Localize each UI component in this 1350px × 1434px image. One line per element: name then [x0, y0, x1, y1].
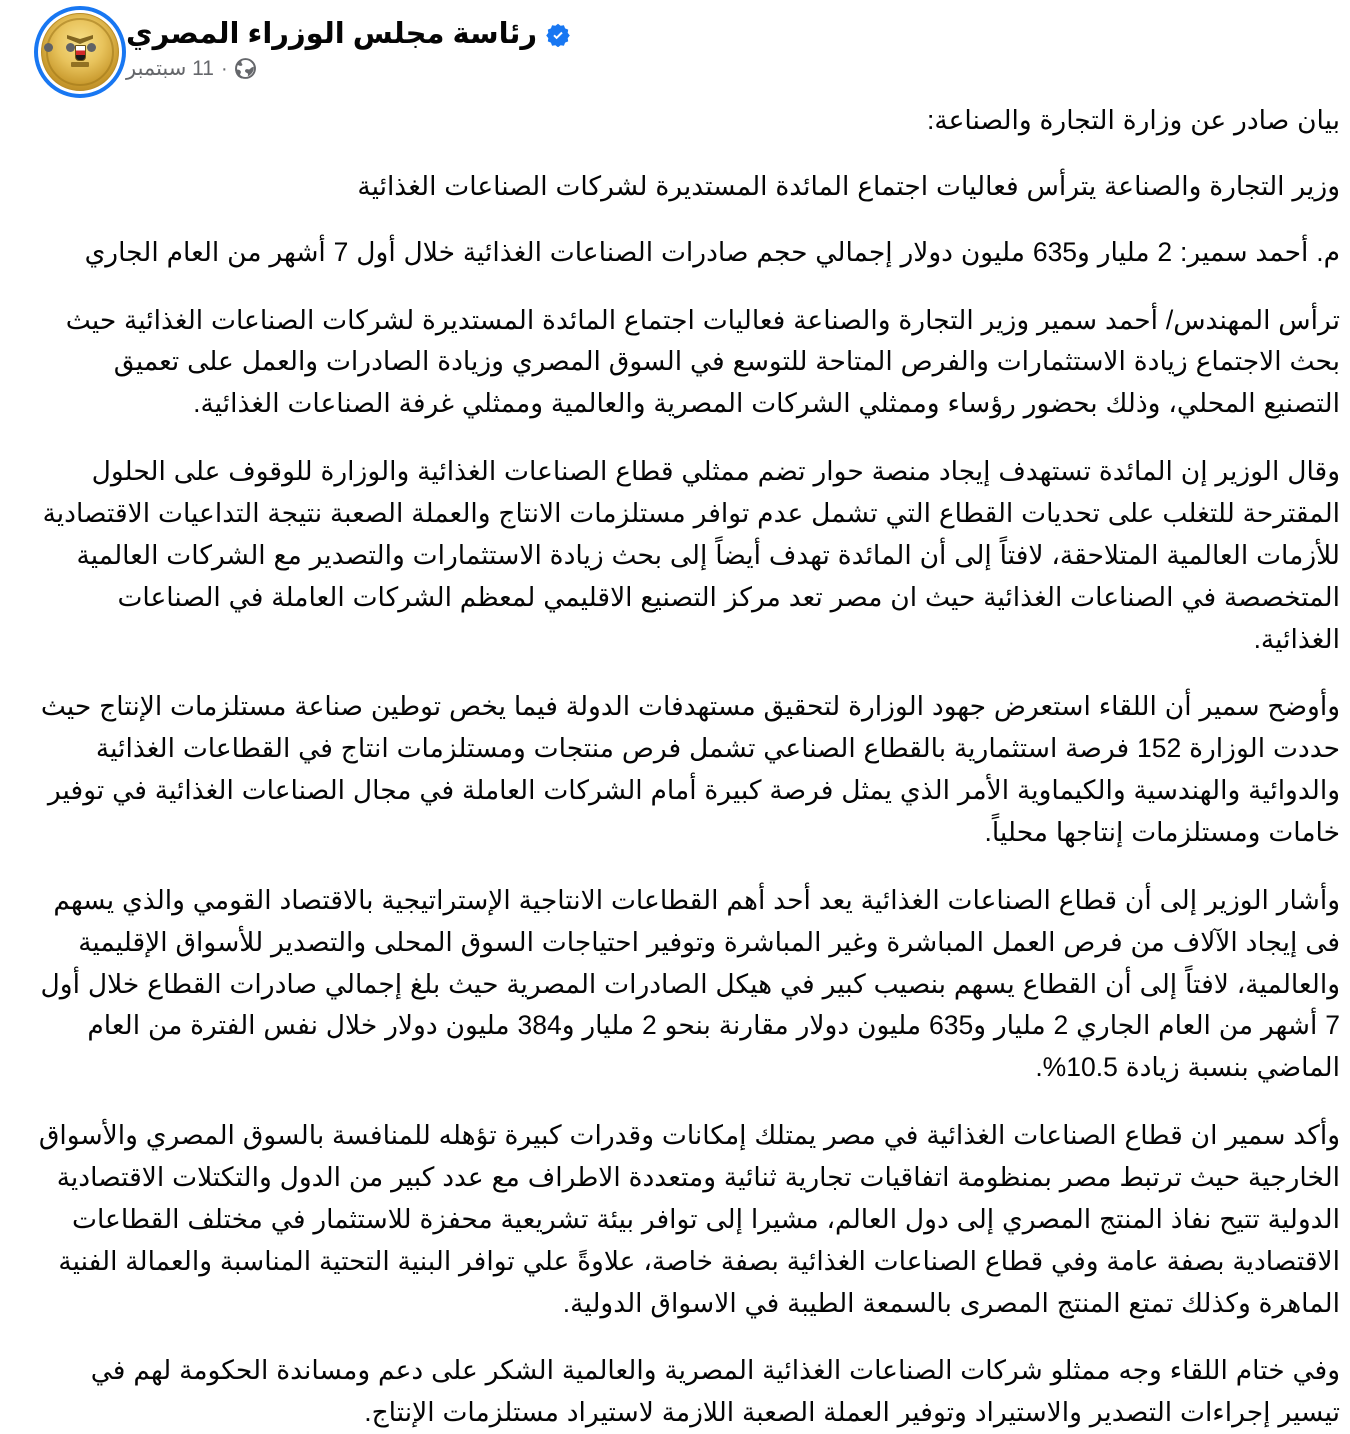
post-paragraph-meeting-chair: ترأس المهندس/ أحمد سمير وزير التجارة والصناعة فعاليات اجتماع المائدة المستديرة لشركات الصناعات الغذائية حيث بحث الاجتماع زيادة الاستثمارات والفرص المتاحة للتوسع في السوق المصري وزيادة الصادرات والعمل على تعميق التصنيع المحلي، وذلك بحضور رؤساء وممثلي الشركات المصرية والعالمية وممثلي غرفة الصناعات الغذائية.	[65, 304, 1340, 419]
ellipsis-icon-dot	[66, 43, 75, 52]
ellipsis-icon-dot	[44, 43, 53, 52]
page-name-row	[126, 18, 1342, 51]
post-paragraph-statement-source: بيان صادر عن وزارة التجارة والصناعة:	[927, 105, 1340, 135]
meta-separator: ·	[220, 57, 228, 80]
post-paragraph-sector-capabilities: وأكد سمير ان قطاع الصناعات الغذائية في مصر يمتلك إمكانات وقدرات كبيرة تؤهله للمنافسة بالسوق المصري والأسواق الخارجية حيث ترتبط مصر بمنظومة اتفاقيات تجارية ثنائية ومتعددة الاطراف مع عدد كبير من الدول والتكتلات الاقتصادية الدولية تتيح نفاذ المنتج المصري إلى دول العالم، مشيرا إلى توافر بيئة تشريعية محفزة للاستثمار في مختلف القطاعات الاقتصادية بصفة عامة وفي قطاع الصناعات الغذائية بصفة خاصة، علاوةً علي توافر البنية التحتية المناسبة والعمالة الفنية الماهرة وكذلك تمتع المنتج المصرى بالسمعة الطيبة في الاسواق الدولية.	[38, 1120, 1340, 1318]
verified-badge-icon	[546, 23, 570, 47]
globe-icon	[235, 58, 256, 79]
post-paragraph-minister-dialogue-platform: وقال الوزير إن المائدة تستهدف إيجاد منصة حوار تضم ممثلي قطاع الصناعات الغذائية والوزارة للوقوف على الحلول المقترحة للتغلب على تحديات القطاع التي تشمل عدم توافر مستلزمات الانتاج والعملة الصعبة نتيجة التداعيات الاقتصادية للأزمات العالمية المتلاحقة، لافتاً إلى أن المائدة تهدف أيضاً إلى بحث زيادة الاستثمارات والتصدير مع الشركات العالمية المتخصصة في الصناعات الغذائية حيث ان مصر تعد مركز التصنيع الاقليمي لمعظم الشركات العاملة في الصناعات الغذائية.	[42, 456, 1340, 654]
post-options-menu-button[interactable]	[42, 34, 98, 60]
post-header-text	[126, 6, 1342, 82]
post-body	[0, 100, 1350, 1434]
post-header	[0, 0, 1350, 100]
post-meta-row	[126, 56, 1342, 81]
page-name[interactable]: رئاسة مجلس الوزراء المصري	[126, 18, 538, 50]
post-paragraph-closing-thanks: وفي ختام اللقاء وجه ممثلو شركات الصناعات الغذائية المصرية والعالمية الشكر على دعم ومساندة الحكومة لهم في تيسير إجراءات التصدير والاستيراد وتوفير العملة الصعبة اللازمة لاستيراد مستلزمات الإنتاج.	[90, 1355, 1340, 1428]
post-paragraph-headline-2: م. أحمد سمير: 2 مليار و635 مليون دولار إجمالي حجم صادرات الصناعات الغذائية خلال أول 7 أشهر من العام الجاري	[84, 236, 1340, 267]
post-paragraph-investment-opportunities: وأوضح سمير أن اللقاء استعرض جهود الوزارة لتحقيق مستهدفات الدولة فيما يخص توطين صناعة مستلزمات الإنتاج حيث حددت الوزارة 152 فرصة استثمارية بالقطاع الصناعي تشمل فرص منتجات ومستلزمات انتاج في القطاعات الغذائية والدوائية والهندسية والكيماوية الأمر الذي يمثل فرصة كبيرة أمام الشركات العاملة في مجال الصناعات الغذائية في توفير خامات ومستلزمات إنتاجها محلياً.	[40, 691, 1340, 848]
post-paragraph-export-figures: وأشار الوزير إلى أن قطاع الصناعات الغذائية يعد أحد أهم القطاعات الانتاجية الإستراتيجية بالاقتصاد القومي والذي يسهم فى إيجاد الآلاف من فرص العمل المباشرة وغير المباشرة وتوفير احتياجات السوق المحلى والتصدير للأسواق الإقليمية والعالمية، لافتاً إلى أن القطاع يسهم بنصيب كبير في هيكل الصادرات المصرية حيث بلغ إجمالي صادرات القطاع خلال أول 7 أشهر من العام الجاري 2 مليار و635 مليون دولار مقارنة بنحو 2 مليار و384 مليون دولار خلال نفس الفترة من العام الماضي بنسبة زيادة 10.5%.	[40, 884, 1340, 1083]
post-paragraph-headline-1: وزير التجارة والصناعة يترأس فعاليات اجتماع المائدة المستديرة لشركات الصناعات الغذائية	[357, 170, 1340, 201]
post-date[interactable]: 11 سبتمبر	[126, 57, 214, 81]
ellipsis-icon-dot	[87, 43, 96, 52]
